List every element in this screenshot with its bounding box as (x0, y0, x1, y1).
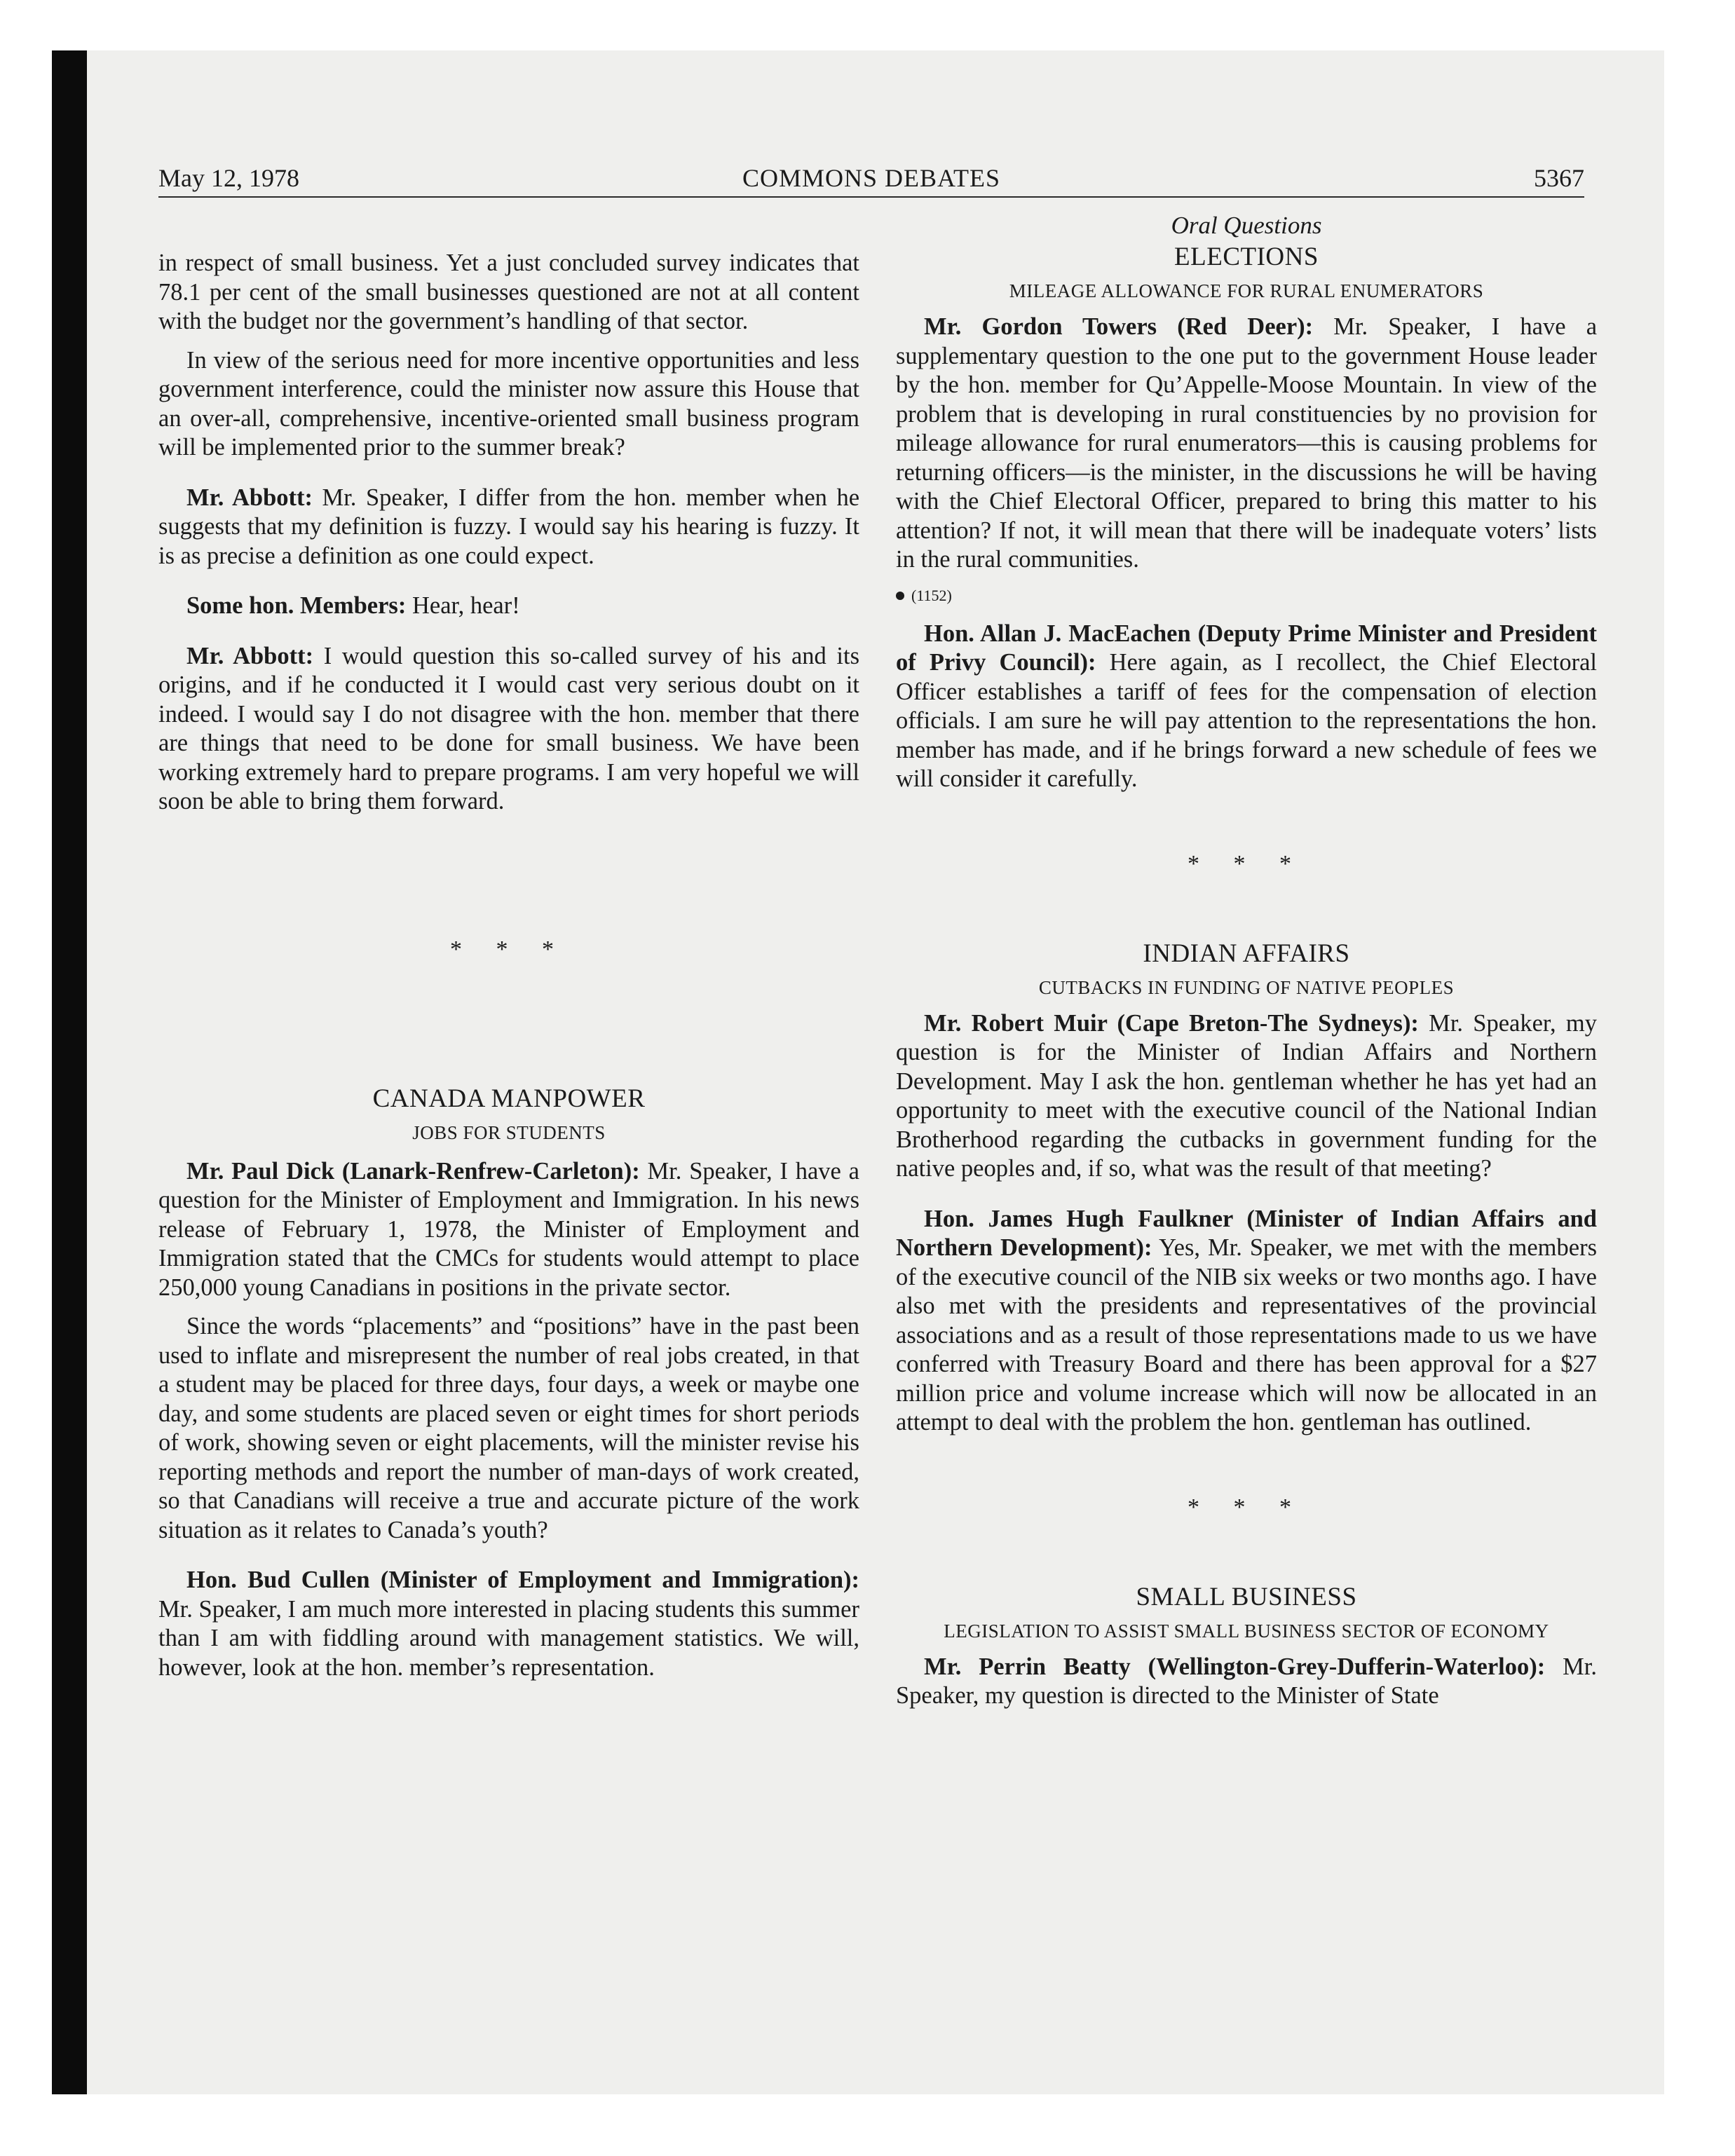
speaker-name: Hon. Allan J. MacEachen (Deputy Prime Minister and President of Privy Council): (896, 620, 1597, 676)
speech-text: Yes, Mr. Speaker, we met with the members of the executive council of the NIB six weeks or two months ago. I have also met with the presidents and representatives of the provincial associations and as a result of those representations made to us we have conferred with Treasury Board and there has been approval for a $27 million price and volume increase which will now be allocated in an attempt to deal with the problem the hon. gentleman has outlined. (896, 1234, 1597, 1435)
speaker-name: Mr. Gordon Towers (Red Deer): (924, 313, 1314, 340)
section-title: CANADA MANPOWER (372, 1084, 646, 1113)
paragraph: In view of the serious need for more incentive opportunities and less government interference, could the minister now assure this House that an over-all, comprehensive, incentive-oriented small business program will be implemented prior to the summer break? (158, 346, 859, 460)
speaker-name: Some hon. Members: (186, 592, 407, 619)
speech-text: Mr. Speaker, I am much more interested in placing students this summer than I am with fiddling around with management statistics. We will, however, look at the hon. member’s representation. (158, 1595, 859, 1681)
speech-text: Mr. Speaker, my question is directed to the Minister of State (896, 1653, 1597, 1709)
speech-paragraph (158, 484, 859, 571)
section-divider: * * * (450, 936, 568, 962)
speaker-name: Mr. Robert Muir (Cape Breton-The Sydneys): (924, 1009, 1419, 1037)
speech-paragraph (158, 592, 859, 621)
speech-text: Here again, as I recollect, the Chief Electoral Officer establishes a tariff of fees for the compensation of election officials. I am sure he will pay attention to the representations the hon. member has made, and if he brings forward a new schedule of fees we will consider it carefully. (896, 649, 1597, 792)
speaker-name: Hon. Bud Cullen (Minister of Employment and Immigration): (186, 1567, 859, 1593)
section-subtitle: CUTBACKS IN FUNDING OF NATIVE PEOPLES (1038, 976, 1455, 998)
paragraph: in respect of small business. Yet a just concluded survey indicates that 78.1 per cent of the small businesses questioned are not at all content with the budget nor the government’s handling of that sector. (158, 250, 859, 334)
speech-paragraph (896, 1653, 1597, 1711)
page-number: 5367 (1534, 164, 1584, 192)
header-title: COMMONS DEBATES (742, 164, 1001, 192)
section-subtitle: LEGISLATION TO ASSIST SMALL BUSINESS SECTOR OF ECONOMY (944, 1620, 1549, 1642)
running-head (158, 161, 1584, 195)
speaker-name: Hon. James Hugh Faulkner (Minister of Indian Affairs and Northern Development): (896, 1205, 1597, 1261)
right-column (896, 210, 1597, 1711)
timestamp (896, 582, 1597, 610)
speech-text: Mr. Speaker, my question is for the Minister of Indian Affairs and Northern Development. May I ask the hon. gentleman whether he has yet had an opportunity to meet with the executive council of the National Indian Brotherhood regarding the cutbacks in government funding for the native peoples and, if so, what was the result of that meeting? (896, 1009, 1597, 1182)
speaker-name: Mr. Perrin Beatty (Wellington-Grey-Dufferin-Waterloo): (924, 1653, 1546, 1680)
section-divider: * * * (1188, 850, 1305, 877)
header-rule (158, 196, 1584, 198)
left-column (158, 210, 859, 1682)
speech-paragraph (896, 1009, 1597, 1184)
speech-text: Hear, hear! (406, 592, 520, 619)
section-subtitle: MILEAGE ALLOWANCE FOR RURAL ENUMERATORS (1009, 280, 1484, 301)
section-kicker: Oral Questions (1171, 212, 1322, 239)
section-divider: * * * (1188, 1494, 1305, 1520)
speaker-name: Mr. Abbott: (186, 484, 313, 511)
bullet-icon (896, 592, 904, 600)
paragraph: Since the words “placements” and “positions” have in the past been used to inflate and misrepresent the number of real jobs created, in that a student may be placed for three days, four days, a week or maybe one day, and some students are placed seven or eight times for short periods of work, showing seven or eight placements, will the minister revise his reporting methods and report the number of man-days of work created, so that Canadians will receive a true and accurate picture of the work situation as it relates to Canada’s youth? (158, 1313, 859, 1543)
speech-paragraph (896, 313, 1597, 575)
speaker-name: Mr. Abbott: (186, 642, 314, 669)
speech-paragraph (896, 1205, 1597, 1438)
section-title: ELECTIONS (1174, 243, 1319, 271)
speech-text: Mr. Speaker, I have a supplementary question to the one put to the government House leader by the hon. member for Qu’Appelle-Moose Mountain. In view of the problem that is developing in rural constituencies by no provision for mileage allowance for rural enumerators—this is causing problems for returning officers—is the minister, in the discussions he will be having with the Chief Electoral Officer, prepared to bring this matter to his attention? If not, it will mean that there will be inadequate voters’ lists in the rural communities. (896, 313, 1598, 573)
speech-paragraph (158, 642, 859, 817)
speech-text: Mr. Speaker, I have a question for the Minister of Employment and Immigration. In his news release of February 1, 1978, the Minister of Employment and Immigration stated that the CMCs for students would attempt to place 250,000 young Canadians in positions in the private sector. (158, 1157, 859, 1301)
speaker-name: Mr. Paul Dick (Lanark-Renfrew-Carleton): (186, 1157, 640, 1185)
section-title: INDIAN AFFAIRS (1143, 939, 1350, 968)
speech-paragraph (158, 1157, 859, 1303)
section-title: SMALL BUSINESS (1136, 1582, 1357, 1611)
scan-border (52, 50, 87, 2094)
speech-text: Mr. Speaker, I differ from the hon. member when he suggests that my definition is fuzzy. I would say his hearing is fuzzy. It is as precise a definition as one could expect. (158, 484, 860, 569)
speech-text: I would question this so-called survey of his and its origins, and if he conducted it I would cast very serious doubt on it indeed. I would say I do not disagree with the hon. member that there are things that need to be done for small business. We have been working extremely hard to prepare programs. I am very hopeful we will soon be able to bring them forward. (158, 642, 860, 814)
speech-paragraph (158, 1566, 859, 1682)
header-date: May 12, 1978 (158, 164, 299, 192)
speech-paragraph (896, 620, 1597, 794)
section-subtitle: JOBS FOR STUDENTS (412, 1121, 606, 1143)
timestamp-text: (1152) (911, 586, 952, 604)
